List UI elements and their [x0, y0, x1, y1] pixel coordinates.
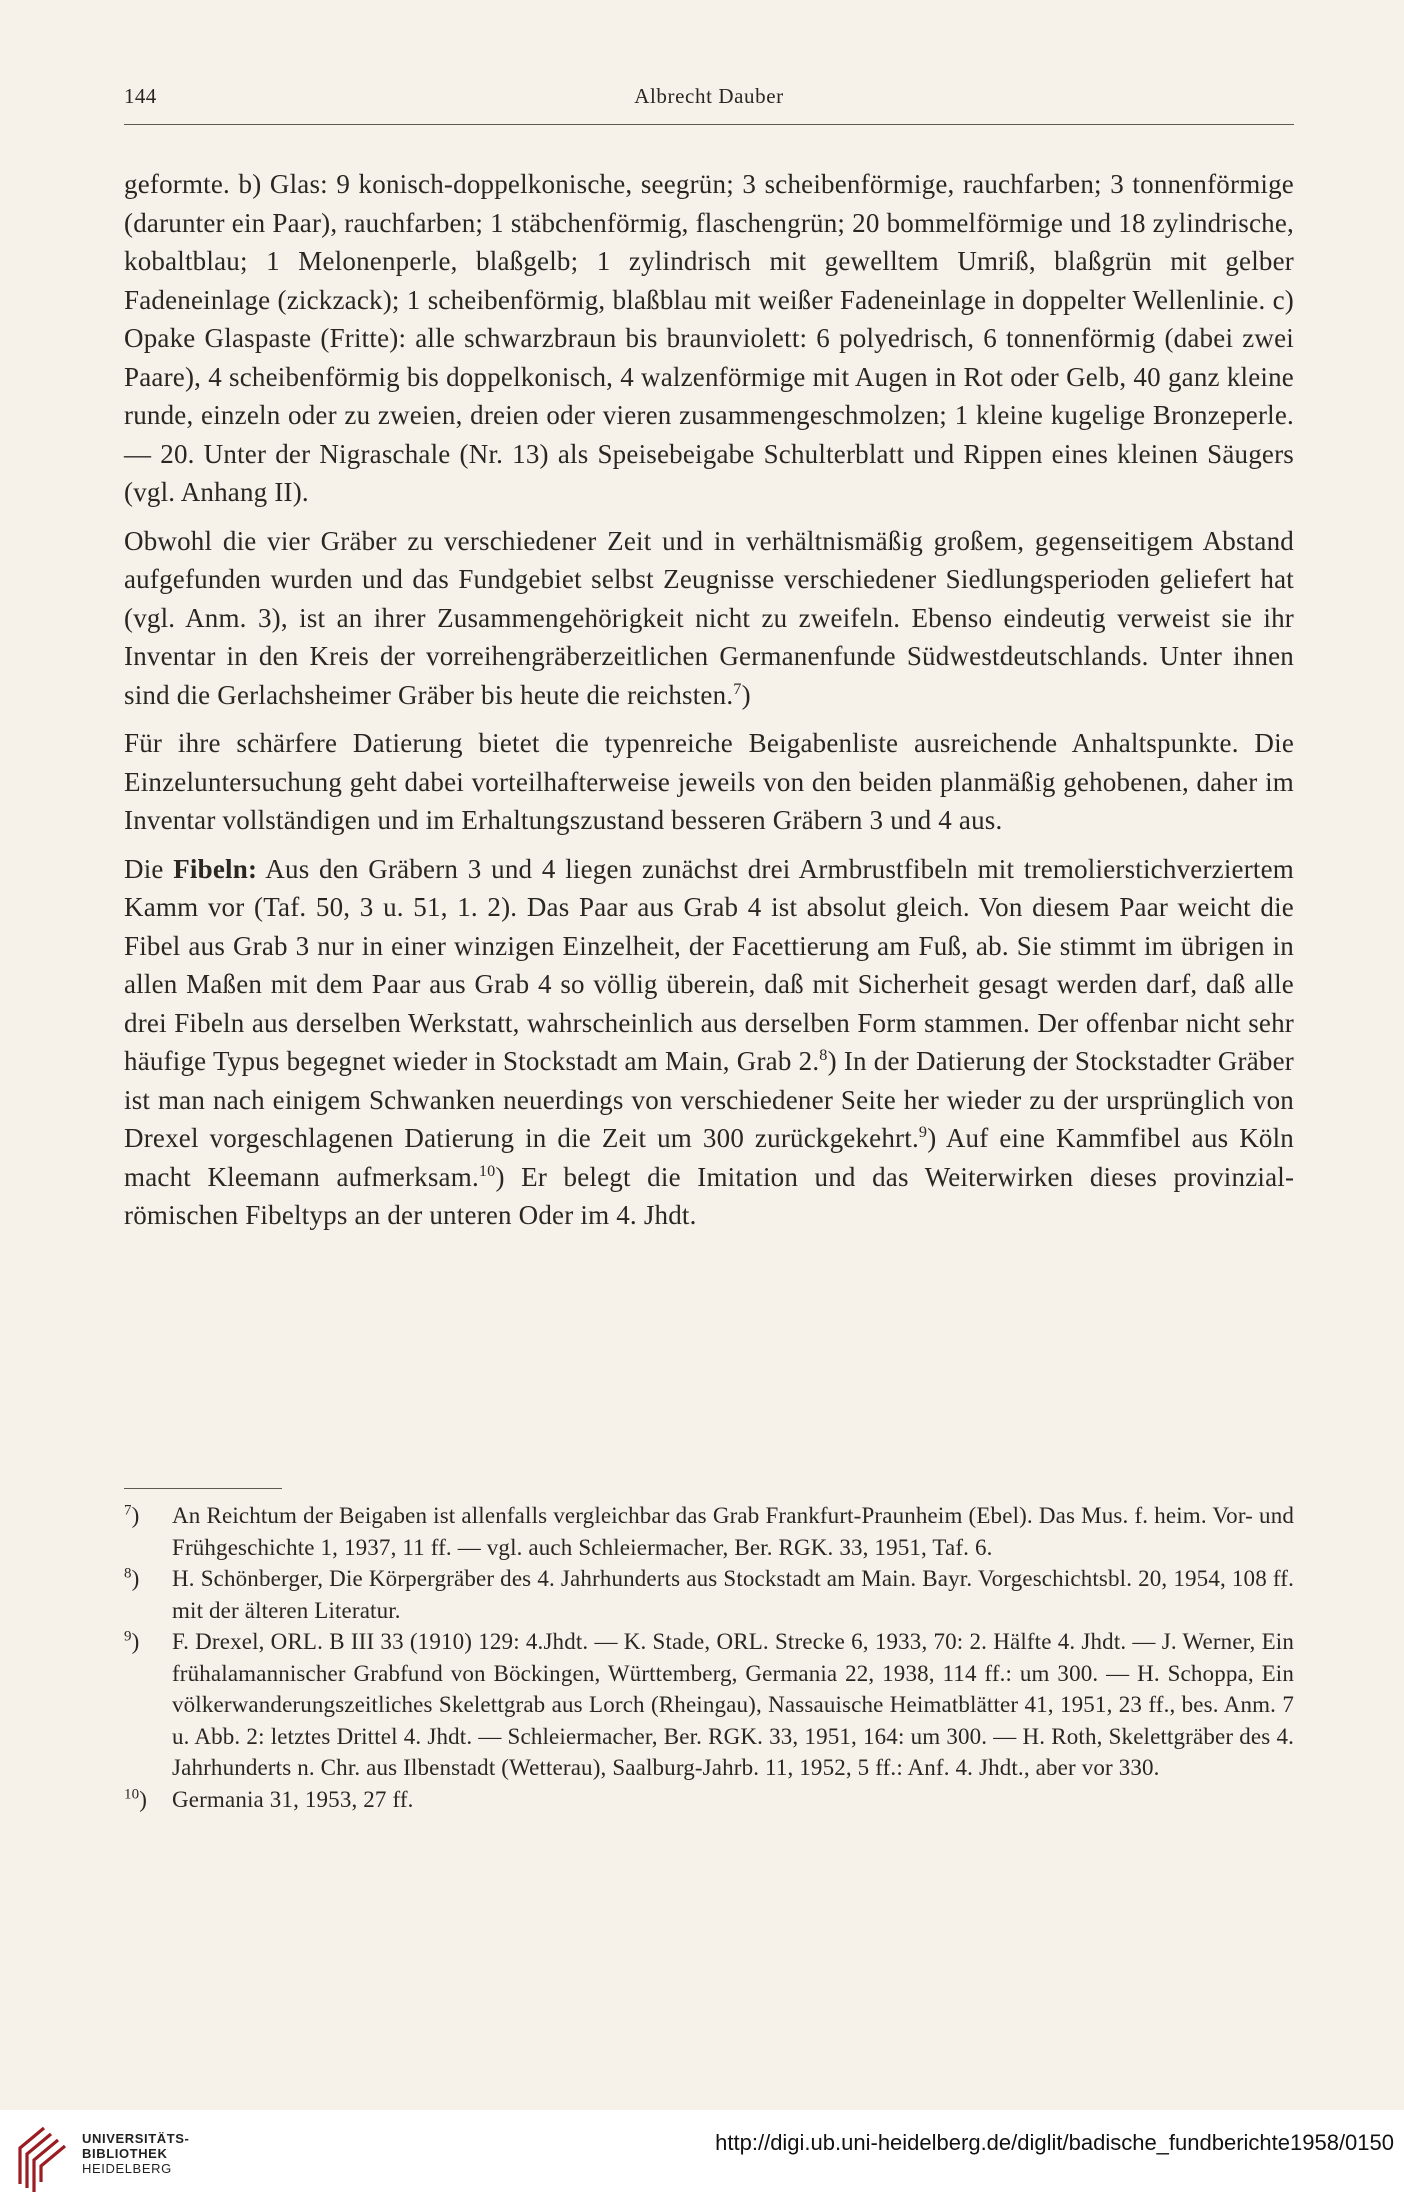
footnotes	[124, 1500, 1294, 1815]
university-library-logo-icon[interactable]	[14, 2122, 74, 2192]
library-name: UNIVERSITÄTS- BIBLIOTHEK HEIDELBERG	[82, 2131, 190, 2176]
footnote-8: $^8$) H. Schönberger, Die Körpergräber des 4. Jahrhunderts aus Stockstadt am Main. Bayr. Vorgeschichtsbl. 20, 1954, 108 ff. mit der älteren Literatur.	[124, 1563, 1294, 1626]
footnote-7: $^7$) An Reichtum der Beigaben ist allenfalls vergleichbar das Grab Frankfurt-Praunheim (Ebel). Das Mus. f. heim. Vor- und Frühgeschichte 1, 1937, 11 ff. — vgl. auch Schleiermacher, Ber. RGK. 33, 1951, Taf. 6.	[124, 1500, 1294, 1563]
paragraph-4: Die Fibeln: Aus den Gräbern 3 und 4 liegen zunächst drei Armbrustfibeln mit tremolierstichverziertem Kamm vor (Taf. 50, 3 u. 51, 1. 2). Das Paar aus Grab 4 ist absolut gleich. Von diesem Paar weicht die Fibel aus Grab 3 nur in einer winzigen Einzelheit, der Facettierung am Fuß, ab. Sie stimmt im übrigen in allen Maßen mit dem Paar aus Grab 4 so völlig überein, daß mit Sicherheit gesagt werden darf, daß alle drei Fibeln aus derselben Werkstatt, wahrscheinlich aus derselben Form stammen. Der offenbar nicht sehr häufige Typus begegnet wieder in Stockstadt am Main, Grab 2.$^8$) In der Datierung der Stockstadter Gräber ist man nach einigem Schwanken neuerdings von verschiedener Seite her wieder zu der ursprünglich von Drexel vorgeschlagenen Datierung in die Zeit um 300 zurückgekehrt.$^9$) Auf eine Kammfibel aus Köln macht Kleemann aufmerksam.$^{10}$) Er belegt die Imitation und das Weiterwirken dieses provinzialrömischen Fibeltyps an der unteren Oder im 4. Jhdt.	[124, 853, 1295, 1230]
footnote-mark: $^8$)	[124, 1565, 140, 1591]
footnote-10: $^{10}$) Germania 31, 1953, 27 ff.	[124, 1784, 1294, 1816]
page-number: 144	[124, 84, 157, 108]
footnote-mark: $^9$)	[124, 1628, 140, 1654]
footnote-9: $^9$) F. Drexel, ORL. B III 33 (1910) 129: 4.Jhdt. — K. Stade, ORL. Strecke 6, 1933, 70: 2. Hälfte 4. Jhdt. — J. Werner, Ein frühalamannischer Grabfund von Böckingen, Württemberg, Germania 22, 1938, 114 ff.: um 300. — H. Schoppa, Ein völkerwanderungszeitliches Skelettgrab aus Lorch (Rheingau), Nassauische Heimatblätter 41, 1951, 23 ff., bes. Anm. 7 u. Abb. 2: letztes Drittel 4. Jhdt. — Schleiermacher, Ber. RGK. 33, 1951, 164: um 300. — H. Roth, Skelettgräber des 4. Jahrhunderts n. Chr. aus Ilbenstadt (Wetterau), Saalburg-Jahrb. 11, 1952, 5 ff.: Anf. 4. Jhdt., aber vor 330.	[124, 1626, 1294, 1784]
body-text	[124, 165, 1294, 1245]
paragraph-1: geformte. b) Glas: 9 konisch-doppelkonische, seegrün; 3 scheibenförmige, rauchfarben; 3 tonnenförmige (darunter ein Paar), rauchfarben; 1 stäbchenförmig, flaschengrün; 20 bommelförmige und 18 zylindrische, kobaltblau; 1 Melonenperle, blaßgelb; 1 zylindrisch mit gewelltem Umriß, blaßgrün mit gelber Fadeneinlage (zickzack); 1 scheibenförmig, blaßblau mit weißer Fadeneinlage in doppelter Wellenlinie. c) Opake Glaspaste (Fritte): alle schwarzbraun bis braunviolett: 6 polyedrisch, 6 tonnenförmig (dabei zwei Paare), 4 scheibenförmig bis doppelkonisch, 4 walzenförmige mit Augen in Rot oder Gelb, 40 ganz kleine runde, einzeln oder zu zweien, dreien oder vieren zusammengeschmolzen; 1 kleine kugelige Bronzeperle. — 20. Unter der Nigraschale (Nr. 13) als Speisebeigabe Schulterblatt und Rippen eines kleinen Säugers (vgl. Anhang II).	[124, 169, 1294, 507]
footnote-mark: $^7$)	[124, 1502, 140, 1528]
paragraph-3: Für ihre schärfere Datierung bietet die typenreiche Beigabenliste ausreichende Anhaltspunkte. Die Einzeluntersuchung geht dabei vorteilhafterweise jeweils von den beiden planmäßig gehobenen, daher im Inventar vollständigen und im Erhaltungszustand besseren Gräbern 3 und 4 aus.	[124, 728, 1294, 835]
page-url-link[interactable]: http://digi.ub.uni-heidelberg.de/diglit/badische_fundberichte1958/0150	[715, 2130, 1394, 2155]
running-header	[124, 84, 1294, 118]
footnote-rule	[124, 1488, 282, 1489]
footnote-ref-7[interactable]: 7	[733, 679, 742, 698]
footnote-ref-10[interactable]: 10	[478, 1161, 496, 1180]
footnote-mark: $^{10}$)	[124, 1785, 148, 1812]
viewer-footer	[0, 2110, 1404, 2211]
running-head-author: Albrecht Dauber	[634, 84, 784, 108]
footnote-ref-8[interactable]: 8	[819, 1046, 828, 1064]
footnote-ref-9[interactable]: 9	[918, 1123, 928, 1141]
fibeln-heading: Fibeln:	[173, 853, 258, 884]
paragraph-2: Obwohl die vier Gräber zu verschiedener Zeit und in verhältnismäßig großem, gegenseitigem Abstand aufgefunden wurden und das Fundgebiet selbst Zeugnisse verschiedener Siedlungsperioden geliefert hat (vgl. Anm. 3), ist an ihrer Zusammengehörigkeit nicht zu zweifeln. Ebenso eindeutig verweist sie ihr Inventar in den Kreis der vorreihengräberzeitlichen Germanenfunde Südwestdeutschlands. Unter ihnen sind die Gerlachsheimer Gräber bis heute die reichsten.$^7$)	[124, 525, 1294, 710]
header-rule	[124, 124, 1294, 125]
